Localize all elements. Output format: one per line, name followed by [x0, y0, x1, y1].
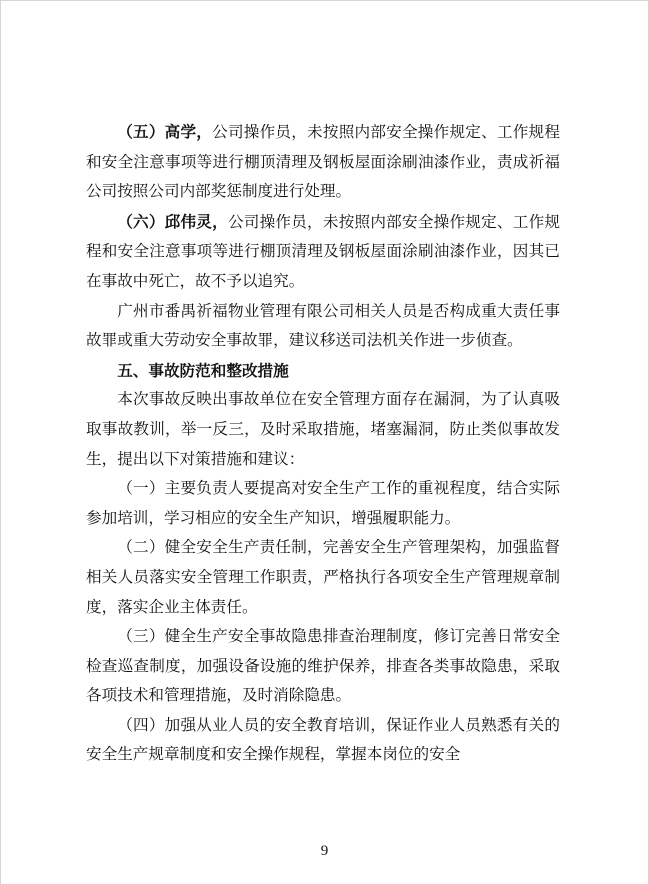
paragraph-measure-2: （二）健全安全生产责任制，完善安全生产管理架构，加强监督相关人员落实安全管理工作职责，严格执行各项安全生产管理规章制度，落实企业主体责任。	[86, 538, 560, 616]
section-heading: 五、事故防范和整改措施	[117, 360, 289, 380]
paragraph-text: 公司操作员，未按照内部安全操作规定、工作规程和安全注意事项等进行棚顶清理及钢板屋面涂刷油漆作业，责成祈福公司按照公司内部奖惩制度进行处理。	[86, 123, 560, 201]
document-body	[86, 117, 560, 770]
page-number: 9	[320, 843, 329, 859]
paragraph-measure-1: （一）主要负责人要提高对安全生产工作的重视程度，结合实际参加培训，学习相应的安全生产知识，增强履职能力。	[86, 479, 560, 527]
page-border-left	[0, 0, 1, 884]
paragraph-company-liability	[86, 297, 560, 356]
paragraph-qiu-weiling	[86, 207, 560, 297]
paragraph-gao-xue	[86, 117, 560, 207]
paragraph-lead: （六）邱伟灵，	[117, 211, 228, 231]
page-border-top	[0, 0, 649, 1]
paragraph-text: 广州市番禺祈福物业管理有限公司相关人员是否构成重大责任事故罪或重大劳动安全事故罪，建议移送司法机关作进一步侦查。	[86, 301, 560, 350]
paragraph-text: 公司操作员，未按照内部安全操作规定、工作规程和安全注意事项等进行棚顶清理及钢板屋面涂刷油漆作业，因其已在事故中死亡，故不予以追究。	[86, 212, 560, 290]
paragraph-measure-4: （四）加强从业人员的安全教育培训，保证作业人员熟悉有关的安全生产规章制度和安全操作规程，掌握本岗位的安全	[86, 715, 560, 764]
paragraph-lead: （五）高学，	[117, 122, 213, 141]
paragraph-intro: 本次事故反映出事故单位在安全管理方面存在漏洞，为了认真吸取事故教训，举一反三，及时采取措施，堵塞漏洞，防止类似事故发生，提出以下对策措施和建议：	[86, 390, 560, 468]
paragraph-measure-3: （三）健全生产安全事故隐患排查治理制度，修订完善日常安全检查巡查制度，加强设备设施的维护保养，排查各类事故隐患，采取各项技术和管理措施，及时消除隐患。	[86, 627, 560, 705]
